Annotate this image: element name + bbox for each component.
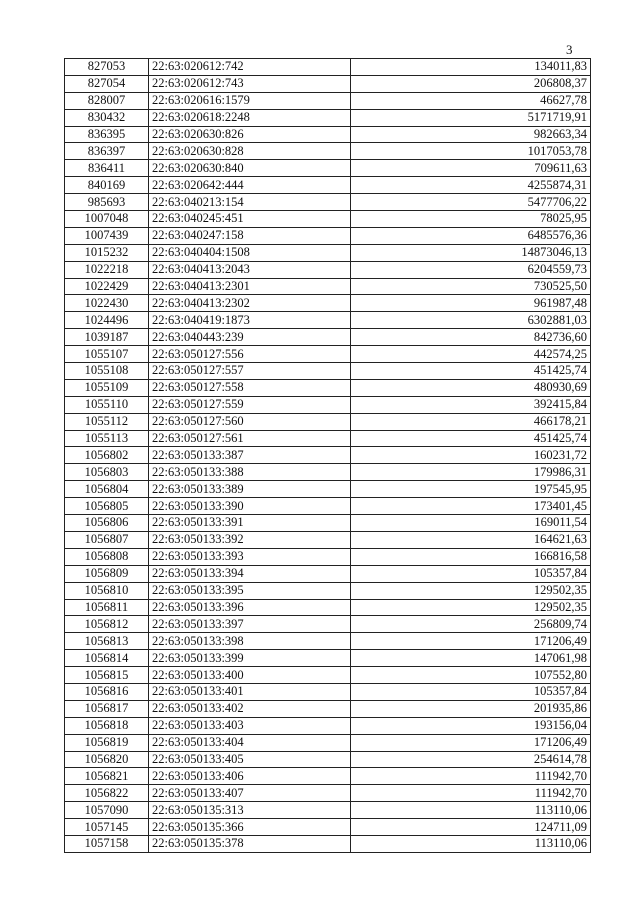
cadastral-value-cell: 197545,95: [351, 481, 591, 498]
cadastral-number-cell: 22:63:050133:406: [149, 768, 351, 785]
object-id-cell: 827053: [65, 59, 149, 76]
table-row: [65, 498, 591, 515]
table-row: [65, 109, 591, 126]
table-row: [65, 430, 591, 447]
cadastral-value-cell: 134011,83: [351, 59, 591, 76]
table-row: [65, 599, 591, 616]
table-row: [65, 194, 591, 211]
registry-table: [64, 58, 591, 853]
cadastral-value-cell: 179986,31: [351, 464, 591, 481]
table-row: [65, 227, 591, 244]
cadastral-number-cell: 22:63:050133:394: [149, 565, 351, 582]
cadastral-value-cell: 78025,95: [351, 211, 591, 228]
object-id-cell: 1055113: [65, 430, 149, 447]
cadastral-value-cell: 105357,84: [351, 565, 591, 582]
cadastral-number-cell: 22:63:050133:402: [149, 700, 351, 717]
cadastral-value-cell: 129502,35: [351, 582, 591, 599]
cadastral-number-cell: 22:63:020612:742: [149, 59, 351, 76]
object-id-cell: 1056818: [65, 717, 149, 734]
cadastral-value-cell: 113110,06: [351, 802, 591, 819]
object-id-cell: 1056814: [65, 650, 149, 667]
table-row: [65, 667, 591, 684]
table-row: [65, 143, 591, 160]
object-id-cell: 1007439: [65, 227, 149, 244]
table-row: [65, 683, 591, 700]
object-id-cell: 1057158: [65, 835, 149, 852]
object-id-cell: 1056805: [65, 498, 149, 515]
table-row: [65, 447, 591, 464]
object-id-cell: 1055107: [65, 346, 149, 363]
object-id-cell: 1024496: [65, 312, 149, 329]
table-row: [65, 548, 591, 565]
cadastral-number-cell: 22:63:040443:239: [149, 329, 351, 346]
object-id-cell: 1056809: [65, 565, 149, 582]
table-row: [65, 717, 591, 734]
cadastral-value-cell: 129502,35: [351, 599, 591, 616]
cadastral-number-cell: 22:63:050135:313: [149, 802, 351, 819]
table-row: [65, 92, 591, 109]
cadastral-value-cell: 730525,50: [351, 278, 591, 295]
table-row: [65, 261, 591, 278]
cadastral-value-cell: 206808,37: [351, 75, 591, 92]
cadastral-number-cell: 22:63:050127:560: [149, 413, 351, 430]
cadastral-number-cell: 22:63:050133:399: [149, 650, 351, 667]
table-row: [65, 177, 591, 194]
object-id-cell: 1056808: [65, 548, 149, 565]
object-id-cell: 1056813: [65, 633, 149, 650]
table-row: [65, 734, 591, 751]
cadastral-number-cell: 22:63:050133:398: [149, 633, 351, 650]
object-id-cell: 1057090: [65, 802, 149, 819]
cadastral-value-cell: 124711,09: [351, 819, 591, 836]
cadastral-value-cell: 169011,54: [351, 515, 591, 532]
cadastral-number-cell: 22:63:050133:395: [149, 582, 351, 599]
object-id-cell: 1022430: [65, 295, 149, 312]
cadastral-number-cell: 22:63:020630:840: [149, 160, 351, 177]
cadastral-number-cell: 22:63:050133:407: [149, 785, 351, 802]
table-row: [65, 126, 591, 143]
cadastral-value-cell: 173401,45: [351, 498, 591, 515]
table-row: [65, 481, 591, 498]
cadastral-number-cell: 22:63:040413:2043: [149, 261, 351, 278]
object-id-cell: 1056803: [65, 464, 149, 481]
cadastral-number-cell: 22:63:050133:404: [149, 734, 351, 751]
cadastral-value-cell: 5171719,91: [351, 109, 591, 126]
cadastral-value-cell: 709611,63: [351, 160, 591, 177]
cadastral-value-cell: 160231,72: [351, 447, 591, 464]
table-row: [65, 650, 591, 667]
table-row: [65, 751, 591, 768]
object-id-cell: 1056817: [65, 700, 149, 717]
object-id-cell: 1055109: [65, 379, 149, 396]
table-row: [65, 616, 591, 633]
cadastral-value-cell: 201935,86: [351, 700, 591, 717]
object-id-cell: 1056804: [65, 481, 149, 498]
table-row: [65, 160, 591, 177]
object-id-cell: 1056810: [65, 582, 149, 599]
cadastral-value-cell: 14873046,13: [351, 244, 591, 261]
object-id-cell: 1056821: [65, 768, 149, 785]
object-id-cell: 1056807: [65, 531, 149, 548]
cadastral-number-cell: 22:63:050133:401: [149, 683, 351, 700]
cadastral-value-cell: 193156,04: [351, 717, 591, 734]
cadastral-value-cell: 166816,58: [351, 548, 591, 565]
cadastral-value-cell: 451425,74: [351, 363, 591, 380]
object-id-cell: 1056802: [65, 447, 149, 464]
cadastral-value-cell: 6204559,73: [351, 261, 591, 278]
cadastral-number-cell: 22:63:050127:559: [149, 396, 351, 413]
object-id-cell: 1055108: [65, 363, 149, 380]
cadastral-value-cell: 982663,34: [351, 126, 591, 143]
table-row: [65, 75, 591, 92]
table-row: [65, 633, 591, 650]
table-row: [65, 396, 591, 413]
object-id-cell: 830432: [65, 109, 149, 126]
table-row: [65, 700, 591, 717]
cadastral-number-cell: 22:63:020612:743: [149, 75, 351, 92]
cadastral-number-cell: 22:63:020630:828: [149, 143, 351, 160]
cadastral-number-cell: 22:63:040247:158: [149, 227, 351, 244]
cadastral-number-cell: 22:63:050127:557: [149, 363, 351, 380]
cadastral-number-cell: 22:63:050133:405: [149, 751, 351, 768]
cadastral-value-cell: 256809,74: [351, 616, 591, 633]
table-row: [65, 244, 591, 261]
cadastral-value-cell: 6485576,36: [351, 227, 591, 244]
cadastral-number-cell: 22:63:050133:388: [149, 464, 351, 481]
cadastral-value-cell: 442574,25: [351, 346, 591, 363]
cadastral-number-cell: 22:63:040213:154: [149, 194, 351, 211]
cadastral-value-cell: 105357,84: [351, 683, 591, 700]
cadastral-value-cell: 147061,98: [351, 650, 591, 667]
object-id-cell: 827054: [65, 75, 149, 92]
table-row: [65, 565, 591, 582]
object-id-cell: 836395: [65, 126, 149, 143]
table-row: [65, 379, 591, 396]
table-row: [65, 363, 591, 380]
registry-table-body: [65, 59, 591, 853]
table-row: [65, 835, 591, 852]
cadastral-number-cell: 22:63:050133:393: [149, 548, 351, 565]
table-row: [65, 413, 591, 430]
cadastral-number-cell: 22:63:050135:378: [149, 835, 351, 852]
table-row: [65, 515, 591, 532]
cadastral-value-cell: 164621,63: [351, 531, 591, 548]
object-id-cell: 1056816: [65, 683, 149, 700]
object-id-cell: 1022429: [65, 278, 149, 295]
table-row: [65, 582, 591, 599]
cadastral-value-cell: 6302881,03: [351, 312, 591, 329]
cadastral-value-cell: 466178,21: [351, 413, 591, 430]
object-id-cell: 1007048: [65, 211, 149, 228]
object-id-cell: 836411: [65, 160, 149, 177]
cadastral-value-cell: 4255874,31: [351, 177, 591, 194]
object-id-cell: 1015232: [65, 244, 149, 261]
cadastral-number-cell: 22:63:050133:390: [149, 498, 351, 515]
cadastral-value-cell: 113110,06: [351, 835, 591, 852]
object-id-cell: 1039187: [65, 329, 149, 346]
cadastral-number-cell: 22:63:050127:561: [149, 430, 351, 447]
cadastral-number-cell: 22:63:050133:389: [149, 481, 351, 498]
object-id-cell: 828007: [65, 92, 149, 109]
object-id-cell: 1056822: [65, 785, 149, 802]
table-row: [65, 531, 591, 548]
object-id-cell: 985693: [65, 194, 149, 211]
cadastral-value-cell: 451425,74: [351, 430, 591, 447]
cadastral-value-cell: 46627,78: [351, 92, 591, 109]
object-id-cell: 1056820: [65, 751, 149, 768]
table-row: [65, 312, 591, 329]
cadastral-number-cell: 22:63:050133:396: [149, 599, 351, 616]
cadastral-number-cell: 22:63:050127:558: [149, 379, 351, 396]
cadastral-value-cell: 480930,69: [351, 379, 591, 396]
table-row: [65, 768, 591, 785]
table-row: [65, 278, 591, 295]
table-row: [65, 295, 591, 312]
table-row: [65, 802, 591, 819]
cadastral-number-cell: 22:63:050133:387: [149, 447, 351, 464]
cadastral-number-cell: 22:63:050133:392: [149, 531, 351, 548]
table-row: [65, 329, 591, 346]
cadastral-value-cell: 5477706,22: [351, 194, 591, 211]
object-id-cell: 1056812: [65, 616, 149, 633]
object-id-cell: 1057145: [65, 819, 149, 836]
cadastral-number-cell: 22:63:050133:403: [149, 717, 351, 734]
cadastral-value-cell: 171206,49: [351, 734, 591, 751]
cadastral-value-cell: 171206,49: [351, 633, 591, 650]
object-id-cell: 1055110: [65, 396, 149, 413]
object-id-cell: 1056815: [65, 667, 149, 684]
object-id-cell: 836397: [65, 143, 149, 160]
page-number: 3: [566, 42, 573, 57]
object-id-cell: 1055112: [65, 413, 149, 430]
cadastral-number-cell: 22:63:040413:2301: [149, 278, 351, 295]
cadastral-value-cell: 842736,60: [351, 329, 591, 346]
object-id-cell: 840169: [65, 177, 149, 194]
cadastral-value-cell: 961987,48: [351, 295, 591, 312]
object-id-cell: 1056819: [65, 734, 149, 751]
cadastral-value-cell: 254614,78: [351, 751, 591, 768]
cadastral-value-cell: 111942,70: [351, 768, 591, 785]
cadastral-number-cell: 22:63:050133:391: [149, 515, 351, 532]
cadastral-number-cell: 22:63:040245:451: [149, 211, 351, 228]
cadastral-number-cell: 22:63:040419:1873: [149, 312, 351, 329]
cadastral-number-cell: 22:63:020618:2248: [149, 109, 351, 126]
object-id-cell: 1056806: [65, 515, 149, 532]
table-row: [65, 819, 591, 836]
cadastral-number-cell: 22:63:050135:366: [149, 819, 351, 836]
table-row: [65, 346, 591, 363]
object-id-cell: 1056811: [65, 599, 149, 616]
table-row: [65, 785, 591, 802]
cadastral-number-cell: 22:63:050133:397: [149, 616, 351, 633]
cadastral-number-cell: 22:63:020642:444: [149, 177, 351, 194]
table-row: [65, 59, 591, 76]
cadastral-value-cell: 1017053,78: [351, 143, 591, 160]
cadastral-value-cell: 392415,84: [351, 396, 591, 413]
cadastral-number-cell: 22:63:040404:1508: [149, 244, 351, 261]
cadastral-number-cell: 22:63:040413:2302: [149, 295, 351, 312]
cadastral-value-cell: 111942,70: [351, 785, 591, 802]
cadastral-number-cell: 22:63:020630:826: [149, 126, 351, 143]
table-row: [65, 464, 591, 481]
object-id-cell: 1022218: [65, 261, 149, 278]
cadastral-number-cell: 22:63:020616:1579: [149, 92, 351, 109]
cadastral-number-cell: 22:63:050127:556: [149, 346, 351, 363]
cadastral-value-cell: 107552,80: [351, 667, 591, 684]
cadastral-number-cell: 22:63:050133:400: [149, 667, 351, 684]
table-row: [65, 211, 591, 228]
